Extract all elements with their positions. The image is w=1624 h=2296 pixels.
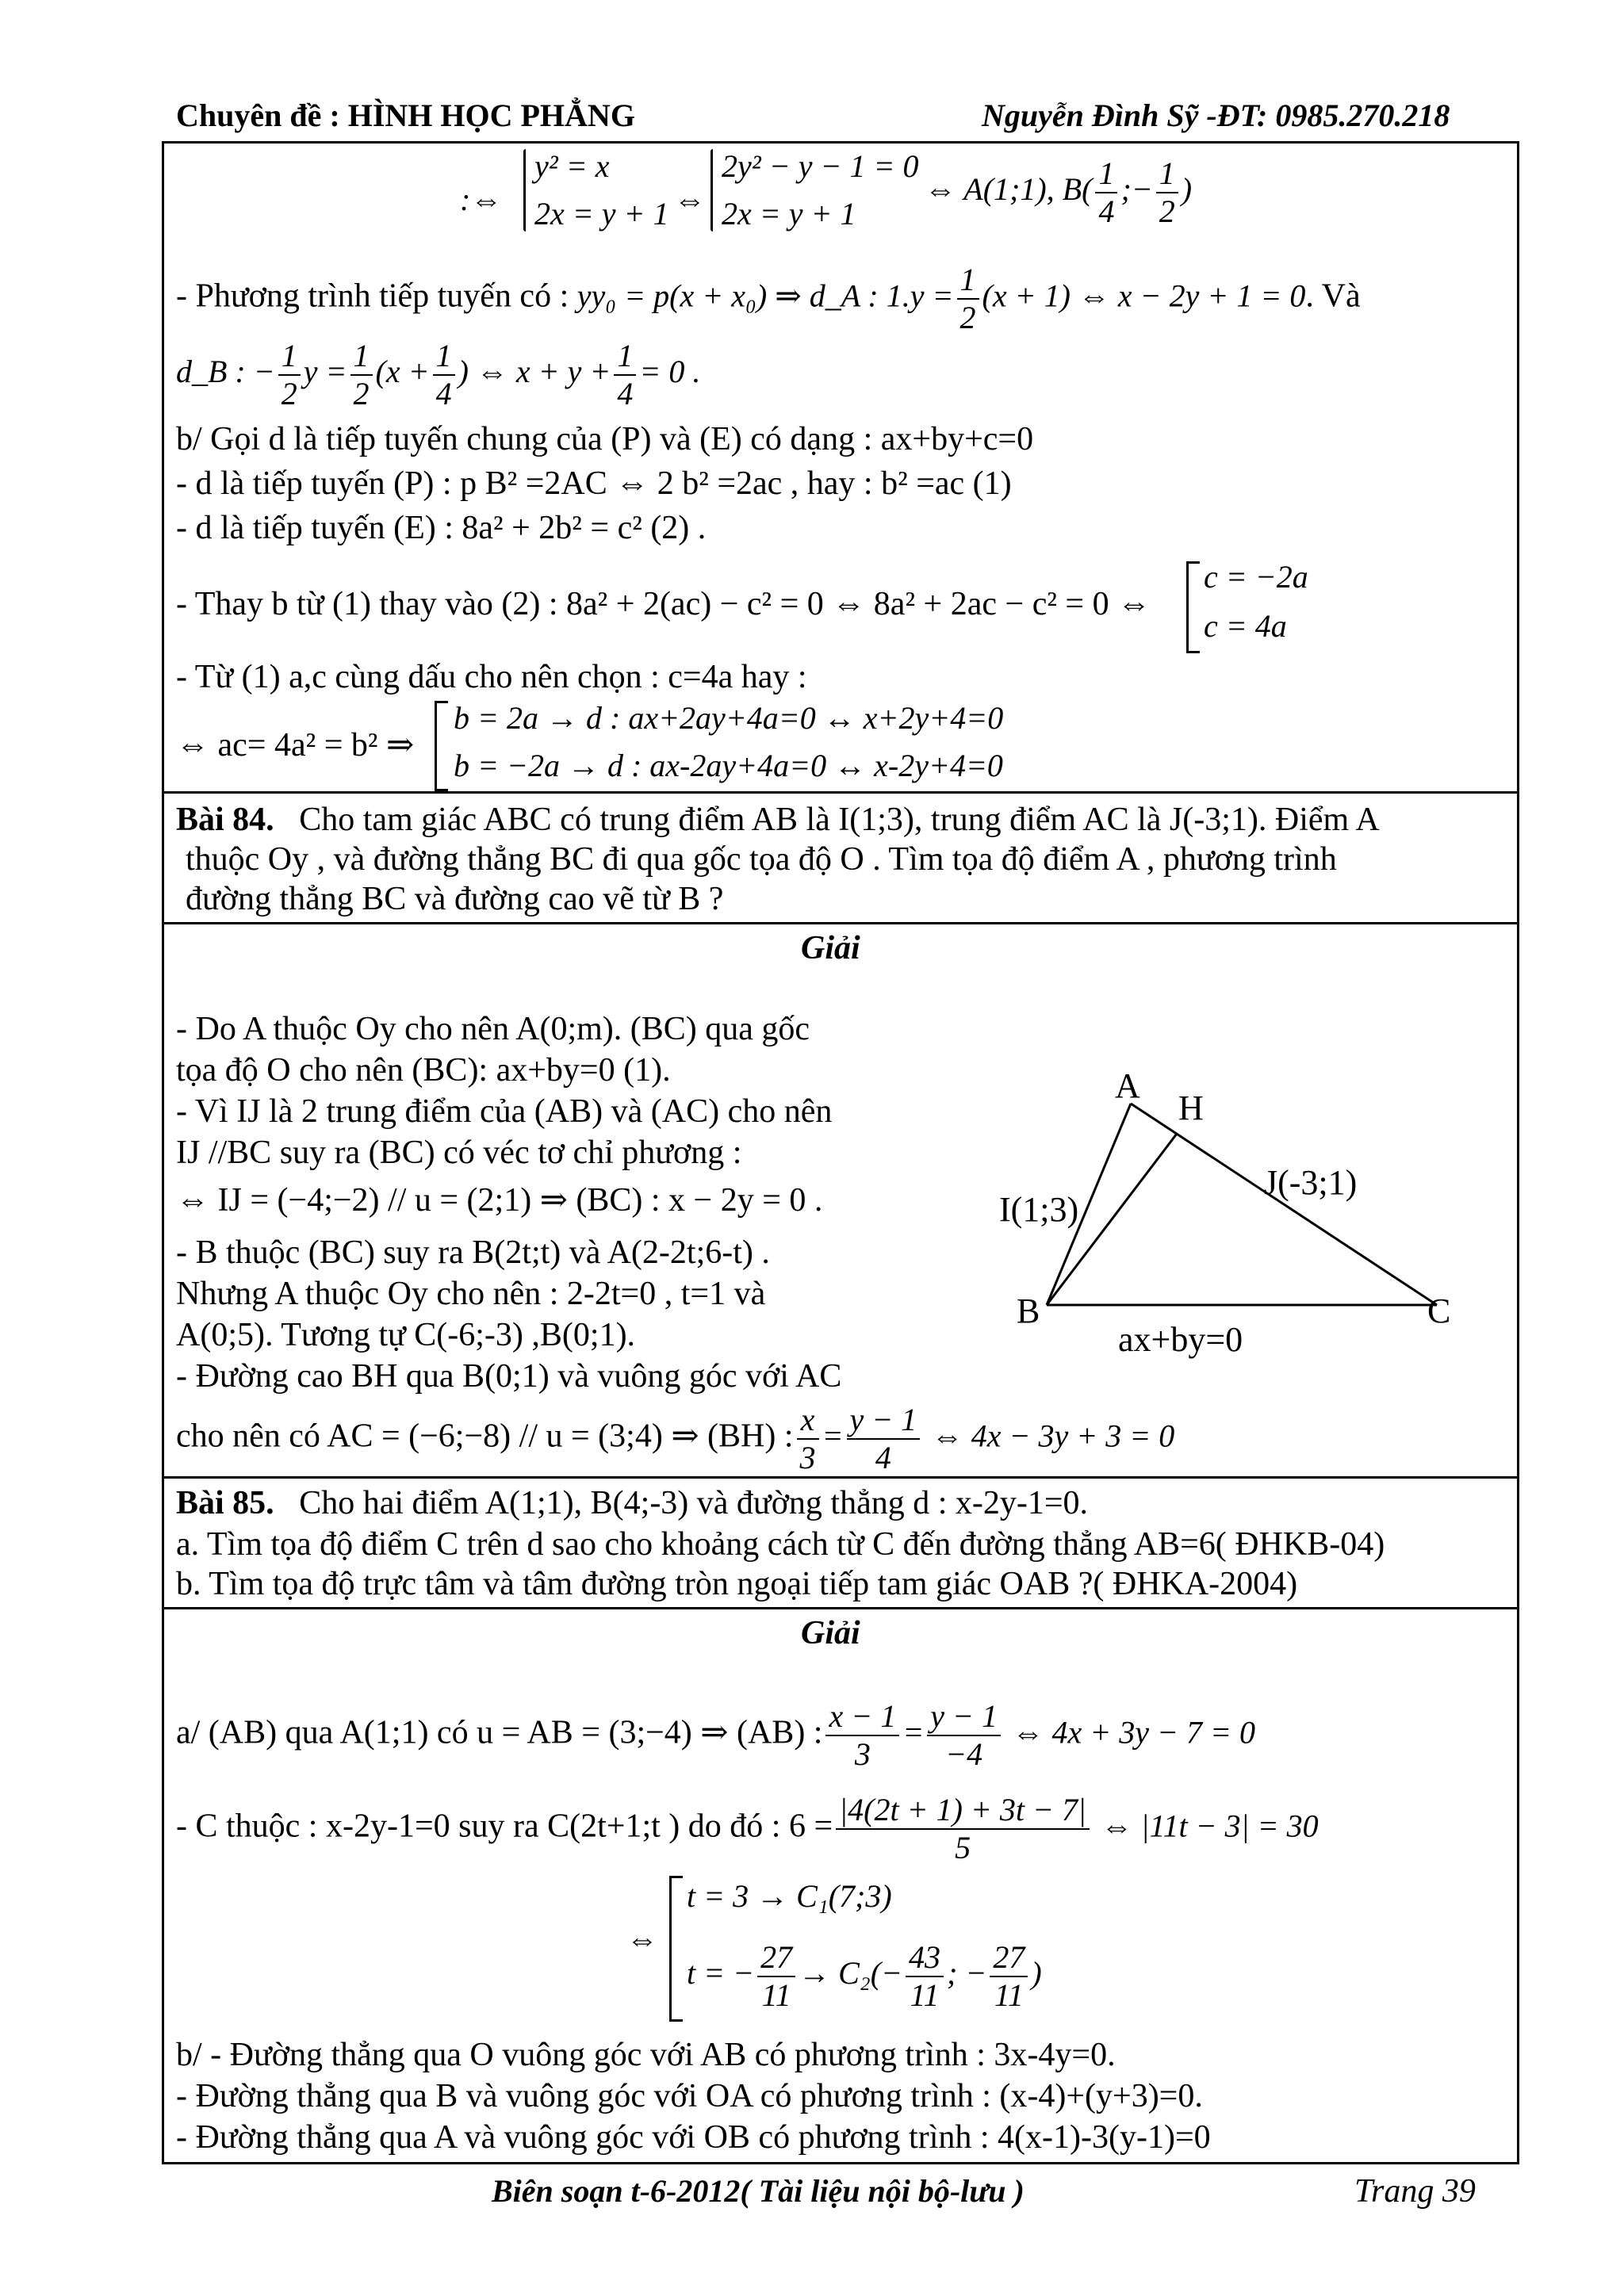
part-b-line2: - d là tiếp tuyến (P) : p B² =2AC ⇔ 2 b² =2ac , hay : b² =ac (1) [176,465,1012,502]
system1-eq1: y² = x [534,148,610,184]
header-title: Chuyên đề : HÌNH HỌC PHẲNG [176,98,635,133]
label-c: C [1427,1292,1451,1330]
system-brace-2 [710,149,713,232]
solution-85-b1: b/ - Đường thẳng qua O vuông góc với AB có phương trình : 3x-4y=0. [176,2037,1116,2073]
solution-84-heading: Giải [801,930,860,966]
system-result: ⇔ A(1;1), B( $\frac{1}{4}$ ;− $\frac{1}{2}$ ) [925,155,1193,229]
page-number: Trang 39 [1354,2173,1476,2210]
case-b1: b = 2a → d : ax+2ay+4a=0 ↔ x+2y+4=0 [454,700,1004,736]
part-b-line6: ⇔ ac= 4a² = b² ⇒ [176,727,415,763]
problem-84-line3: đường thẳng BC và đường cao vẽ từ B ? [186,881,724,917]
problem-84-line2: thuộc Oy , và đường thẳng BC đi qua gốc tọa độ O . Tìm tọa độ điểm A , phương trình [186,841,1337,878]
solution-84-s7: Nhưng A thuộc Oy cho nên : 2-2t=0 , t=1 và [176,1276,766,1312]
label-bc: ax+by=0 [1118,1320,1243,1359]
solution-84-s1: - Do A thuộc Oy cho nên A(0;m). (BC) qua gốc [176,1011,810,1047]
case-bracket-3 [669,1876,683,2022]
problem-85-line2: a. Tìm tọa độ điểm C trên d sao cho khoảng cách từ C đến đường thẳng AB=6( ĐHKB-04) [176,1526,1385,1563]
system-brace-1 [523,149,526,232]
solution-85-heading: Giải [801,1615,860,1651]
solution-84-s9: - Đường cao BH qua B(0;1) và vuông góc với AC [176,1358,842,1395]
system-lead: :⇔ [460,182,503,217]
solution-85-a3-lead: ⇔ [626,1921,658,1957]
label-b: B [1017,1292,1040,1330]
solution-84-s5: ⇔ IJ = (−4;−2) // u = (2;1) ⇒ (BC) : x − 2y = 0 . [176,1182,823,1219]
case-c1: c = −2a [1204,559,1308,595]
label-a: A [1115,1066,1140,1105]
part-b-line5: - Từ (1) a,c cùng dấu cho nên chọn : c=4a hay : [176,659,807,695]
header-author: Nguyễn Đình Sỹ -ĐT: 0985.270.218 [982,98,1450,133]
solution-84-s8: A(0;5). Tương tự C(-6;-3) ,B(0;1). [176,1317,636,1353]
system2-eq2: 2x = y + 1 [722,196,856,232]
solution-85-case1: t = 3 → C₁(7;3) [687,1878,892,1914]
system2-eq1: 2y² − y − 1 = 0 [722,148,919,184]
solution-84-s4: IJ //BC suy ra (BC) có véc tơ chỉ phương : [176,1135,742,1171]
solution-84-s6: - B thuộc (BC) suy ra B(2t;t) và A(2-2t;6-t) . [176,1234,770,1271]
system-equiv: ⇔ [674,182,706,217]
solution-85-a1: a/ (AB) qua A(1;1) có u = AB = (3;−4) ⇒ (AB) : $\frac{x - 1}{3}$ = $\frac{y - 1}{-4}$ ⇔ 4x + 3y − 7 = 0 [176,1698,1255,1772]
solution-84-s3: - Vì IJ là 2 trung điểm của (AB) và (AC) cho nên [176,1093,833,1130]
part-b-line3: - d là tiếp tuyến (E) : 8a² + 2b² = c² (2) . [176,510,707,546]
problem-85-line1: Bài 85. Cho hai điểm A(1;1), B(4;-3) và đường thẳng d : x-2y-1=0. [176,1485,1089,1521]
solution-84-s10: cho nên có AC = (−6;−8) // u = (3;4) ⇒ (BH) : $\frac{x}{3}$ = $\frac{y - 1}{4}$ ⇔ 4x − 3y + 3 = 0 [176,1402,1175,1475]
solution-85-b2: - Đường thẳng qua B và vuông góc với OA có phương trình : (x-4)+(y+3)=0. [176,2078,1203,2114]
solution-85-case2: t = − $\frac{27}{11}$ → C₂(− $\frac{43}{11}$ ; − $\frac{27}{11}$ ) [687,1939,1042,2013]
case-bracket-2 [435,701,448,791]
solution-85-a2: - C thuộc : x-2y-1=0 suy ra C(2t+1;t ) do đó : 6 = $\frac{|4(2t + 1) + 3t - 7|}{5}$ ⇔ |11t − 3| = 30 [176,1792,1319,1866]
case-c2: c = 4a [1204,608,1287,644]
label-j: J(-3;1) [1264,1163,1358,1202]
tangent-dB: d_B : − $\frac{1}{2}$ y = $\frac{1}{2}$ (x + $\frac{1}{4}$ ) ⇔ x + y + $\frac{1}{4}$ = 0 . [176,338,701,411]
footer-note: Biên soạn t-6-2012( Tài liệu nội bộ-lưu ) [492,2173,1025,2209]
part-b-line1: b/ Gọi d là tiếp tuyến chung của (P) và (E) có dạng : ax+by+c=0 [176,421,1034,457]
label-h: H [1178,1089,1204,1127]
solution-85-b3: - Đường thẳng qua A và vuông góc với OB có phương trình : 4(x-1)-3(y-1)=0 [176,2119,1211,2156]
solution-84-s2: tọa độ O cho nên (BC): ax+by=0 (1). [176,1052,671,1089]
system1-eq2: 2x = y + 1 [534,196,669,232]
tangent-line: - Phương trình tiếp tuyến có : yy₀ = p(x + x₀) ⇒ d_A : 1.y = $\frac{1}{2}$ (x + 1) ⇔ x − 2y + 1 = 0. Và [176,262,1361,335]
label-i: I(1;3) [999,1190,1079,1229]
problem-84-line1: Bài 84. Cho tam giác ABC có trung điểm AB là I(1;3), trung điểm AC là J(-3;1). Điểm A [176,802,1380,838]
problem-85-line3: b. Tìm tọa độ trực tâm và tâm đường tròn ngoại tiếp tam giác OAB ?( ĐHKA-2004) [176,1566,1298,1602]
part-b-line4: - Thay b từ (1) thay vào (2) : 8a² + 2(ac) − c² = 0 ⇔ 8a² + 2ac − c² = 0 ⇔ [176,586,1151,622]
case-bracket-1 [1186,561,1200,653]
case-b2: b = −2a → d : ax-2ay+4a=0 ↔ x-2y+4=0 [454,748,1003,783]
